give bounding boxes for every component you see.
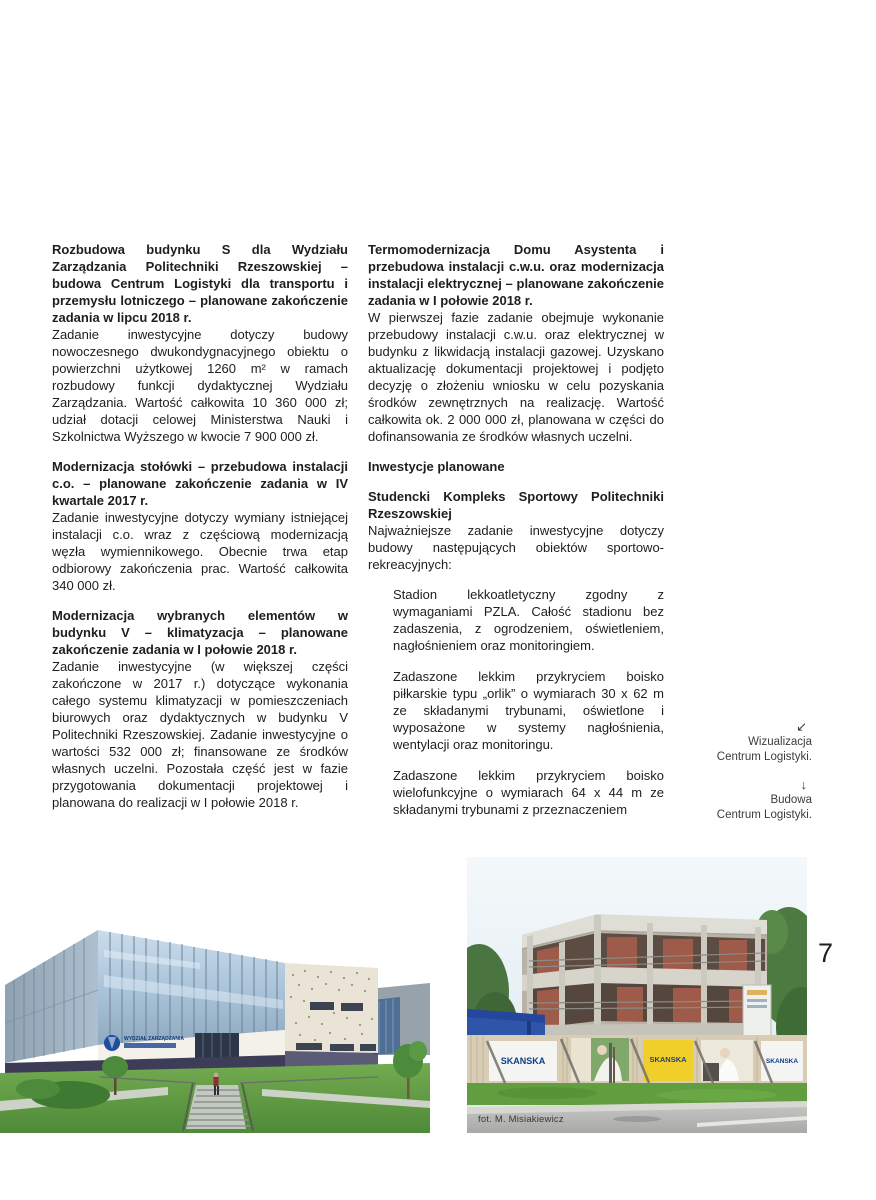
block-heading: Modernizacja wybranych elementów w budynku V – klimatyzacja – planowane zakończenie zadania w I połowie 2018 r. <box>52 608 348 657</box>
caption-line: Budowa <box>770 794 812 806</box>
building-render-graphic <box>0 905 430 1133</box>
caption-construction <box>660 778 812 823</box>
construction-site-graphic <box>467 857 807 1133</box>
fence-photo-banner <box>571 1038 629 1081</box>
skanska-logo-text: SKANSKA <box>765 1058 799 1065</box>
skanska-logo-text: SKANSKA <box>649 1055 687 1064</box>
building-sign-text: WYDZIAŁ ZARZĄDZANIA <box>124 1036 184 1042</box>
building-frame <box>522 914 767 1049</box>
right-column <box>368 241 664 832</box>
caption-line: Centrum Logistyki. <box>716 751 812 763</box>
page-number: 7 <box>818 938 834 968</box>
block-heading: Rozbudowa budynku S dla Wydziału Zarządzania Politechniki Rzeszowskiej – budowa Centrum Logistyki dla transportu i przemysłu lotniczego – planowane zakończenie zadania w lipcu 2018 r. <box>52 242 348 325</box>
block-body: Zadanie inwestycyjne (w większej części zakończone w 2017 r.) dotyczące wykonania całego systemu klimatyzacji w pomieszczeniach biurowych oraz dydaktycznych w budynku V Politechniki Rzeszowskiej. Zadanie inwestycyjne o wartości 532 000 zł; finansowane ze środków własnych uczelni. Pozostała część jest w fazie przygotowania dokumentacji projektowej i planowana do realizacji w I połowie 2018 r. <box>52 659 348 810</box>
construction-fence <box>467 1035 807 1085</box>
caption-line: Wizualizacja <box>748 736 812 748</box>
caption-visualization <box>660 720 812 765</box>
construction-sign <box>743 985 771 1037</box>
text-block <box>368 488 664 573</box>
list-item: Zadaszone lekkim przykryciem boisko piłkarskie typu „orlik” o wymiarach 30 x 62 m ze składanymi trybunami, oświetlone i wyposażone w systemy nagłośnienia, wentylacji oraz monitoringu. <box>393 669 664 752</box>
sapling <box>613 1047 615 1083</box>
construction-photo <box>467 857 807 1133</box>
block-body: Najważniejsze zadanie inwestycyjne dotyczy budowy następujących obiektów sportowo-rekreacyjnych: <box>368 523 664 572</box>
entrance-doors <box>195 1033 239 1059</box>
list-item: Zadaszone lekkim przykryciem boisko wielofunkcyjne o wymiarach 64 x 44 m ze składanymi trybunami z przeznaczeniem <box>393 768 664 817</box>
block-heading: Studencki Kompleks Sportowy Politechniki Rzeszowskiej <box>368 489 664 521</box>
block-body: Zadanie inwestycyjne dotyczy wymiany istniejącej instalacji c.o. wraz z częściową modernizacją węzła wymiennikowego. Obecnie trwa etap odbiorowy zakończenia prac. Wartość całkowita 340 000 zł. <box>52 510 348 593</box>
caption-line: Centrum Logistyki. <box>716 809 812 821</box>
text-block <box>368 241 664 445</box>
text-block <box>52 458 348 594</box>
visualization-image <box>0 905 430 1133</box>
list-item: Stadion lekkoatletyczny zgodny z wymaganiami PZLA. Całość stadionu bez zadaszenia, z ogrodzeniem, oświetleniem, nagłośnieniem oraz monitoringiem. <box>393 587 664 653</box>
block-heading: Termomodernizacja Domu Asystenta i przebudowa instalacji c.w.u. oraz modernizacja instalacji elektrycznej – planowane zakończenie zadania w I połowie 2018 r. <box>368 242 664 308</box>
arrow-down-icon: ↓ <box>800 777 807 792</box>
text-block <box>52 607 348 811</box>
block-heading: Modernizacja stołówki – przebudowa instalacji c.o. – planowane zakończenie zadania w IV kwartale 2017 r. <box>52 459 348 508</box>
arrow-down-left-icon: ↙ <box>796 719 807 734</box>
block-body: Zadanie inwestycyjne dotyczy budowy nowoczesnego dwukondygnacyjnego obiektu o powierzchni użytkowej 1260 m² w ramach rozbudowy funkcji dydaktycznej Wydziału Zarządzania. Wartość całkowita 10 360 000 zł; udział dotacji celowej Ministerstwa Nauki i Szkolnictwa Wyższego w kwocie 7 900 000 zł. <box>52 327 348 444</box>
text-block <box>52 241 348 445</box>
photo-credit: fot. M. Misiakiewicz <box>478 1114 564 1125</box>
skanska-logo-text: SKANSKA <box>500 1056 546 1066</box>
section-heading: Inwestycje planowane <box>368 459 505 474</box>
photo-captions <box>660 720 812 836</box>
left-column <box>52 241 348 824</box>
block-body: W pierwszej fazie zadanie obejmuje wykonanie przebudowy instalacji c.w.u. oraz elektrycznej w budynku z likwidacją instalacji gazowej. Uzyskano aktualizację dokumentacji projektowej i podjęto decyzję o złożeniu wniosku w celu pozyskania środków zewnętrznych na realizację. Wartość całkowita ok. 2 000 000 zł, planowana w części do dofinansowania ze środków własnych uczelni. <box>368 310 664 444</box>
